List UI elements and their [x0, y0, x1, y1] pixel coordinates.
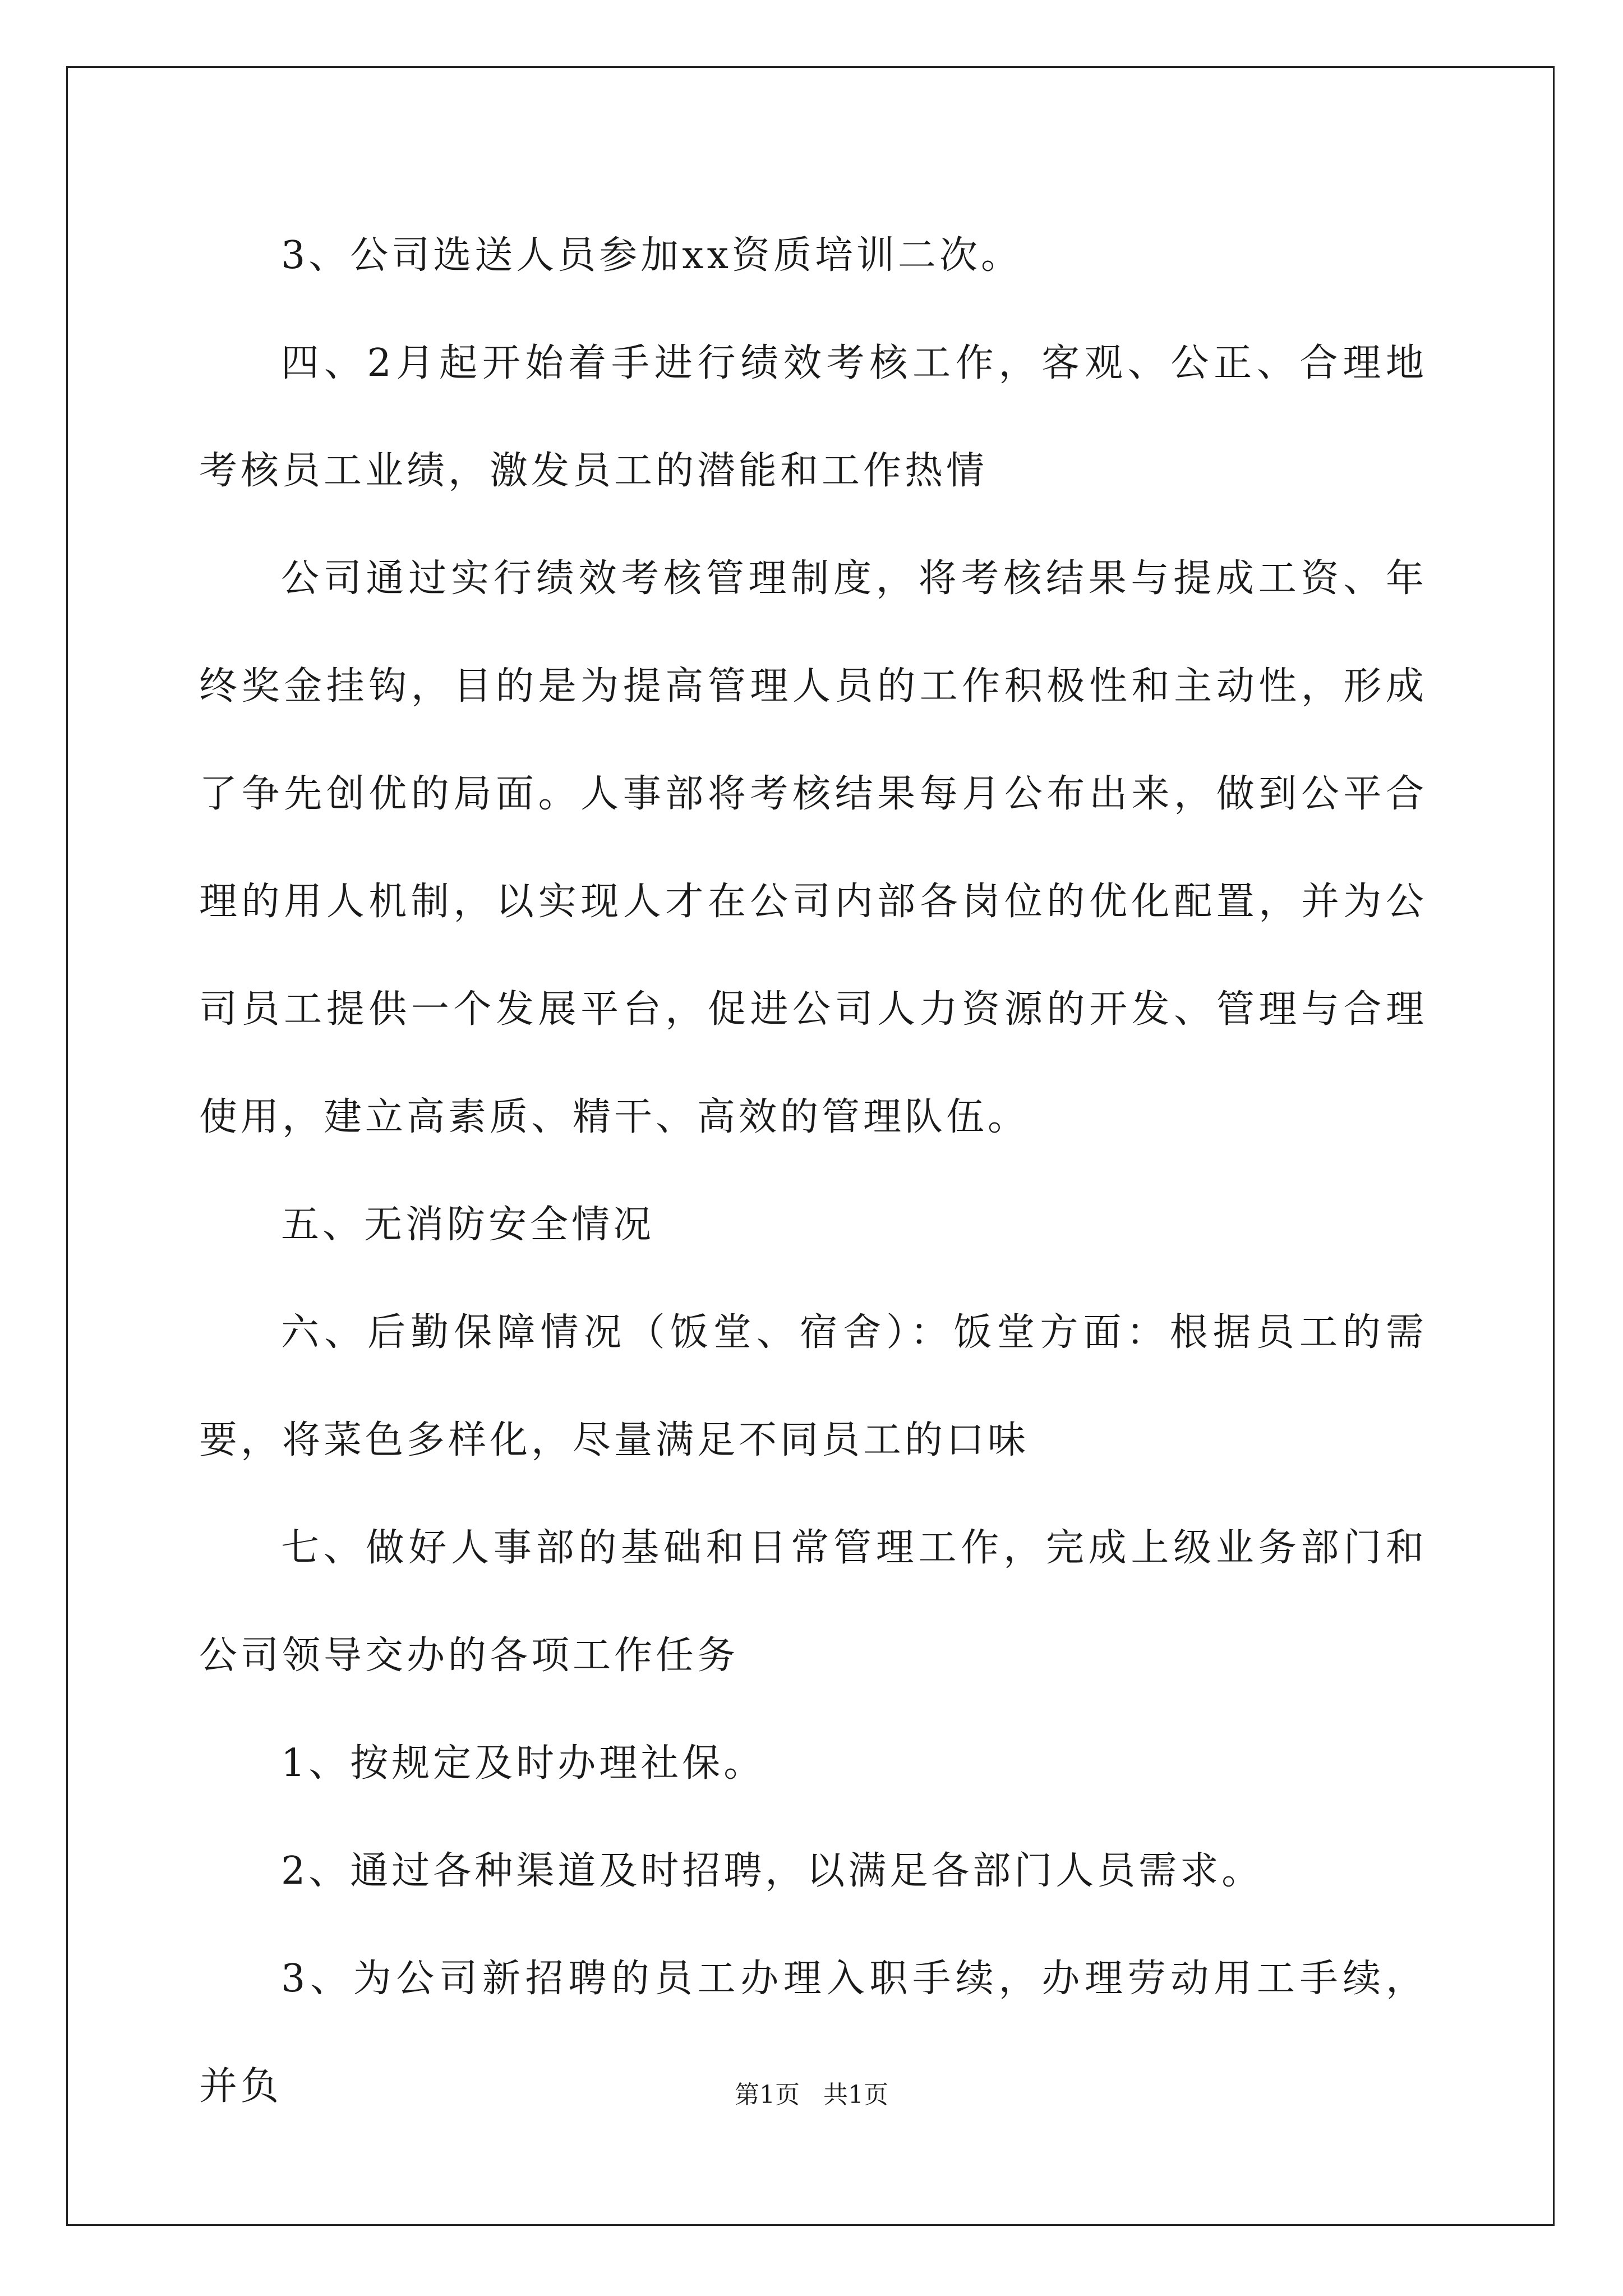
page-footer [0, 2078, 1623, 2112]
paragraph: 公司通过实行绩效考核管理制度，将考核结果与提成工资、年终奖金挂钩，目的是为提高管理人员的工作积极性和主动性，形成了争先创优的局面。人事部将考核结果每月公布出来，做到公平合理的用人机制，以实现人才在公司内部各岗位的优化配置，并为公司员工提供一个发展平台，促进公司人力资源的开发、管理与合理使用，建立高素质、精干、高效的管理队伍。 [199, 556, 1427, 1139]
paragraph: 四、2月起开始着手进行绩效考核工作，客观、公正、合理地考核员工业绩，激发员工的潜能和工作热情 [199, 341, 1428, 493]
document-body [199, 202, 1427, 2141]
paragraph: 1、按规定及时办理社保。 [281, 1741, 766, 1786]
paragraph: 七、做好人事部的基础和日常管理工作，完成上级业务部门和公司领导交办的各项工作任务 [199, 1526, 1427, 1678]
paragraph: 五、无消防安全情况 [281, 1203, 655, 1247]
paragraph: 六、后勤保障情况（饭堂、宿舍）：饭堂方面：根据员工的需要，将菜色多样化，尽量满足不同员工的口味 [199, 1310, 1427, 1462]
page-number: 第1页 [735, 2081, 800, 2109]
paragraph: 3、为公司新招聘的员工办理入职手续，办理劳动用工手续，并负 [199, 1957, 1427, 2109]
paragraph: 3、公司选送人员参加xx资质培训二次。 [281, 233, 1022, 278]
page-total: 共1页 [823, 2081, 888, 2109]
paragraph: 2、通过各种渠道及时招聘，以满足各部门人员需求。 [281, 1849, 1264, 1893]
